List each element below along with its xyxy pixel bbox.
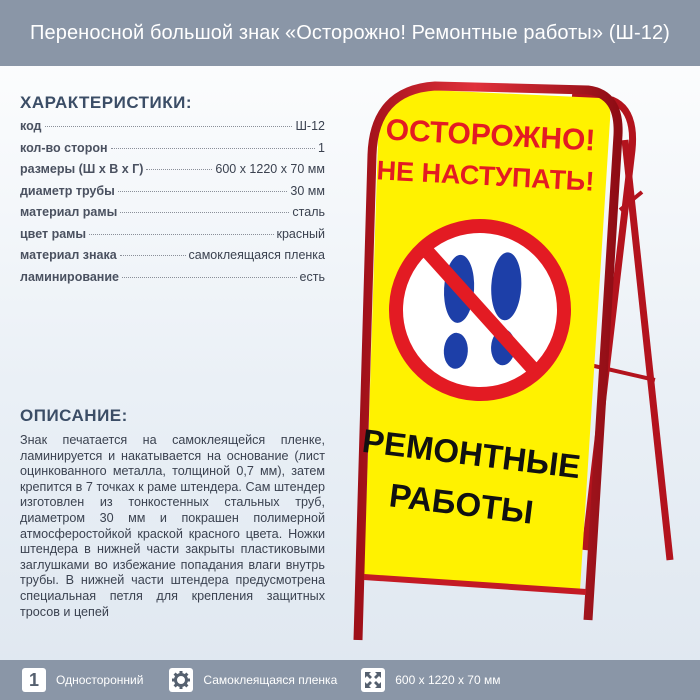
specs-heading: ХАРАКТЕРИСТИКИ:: [20, 93, 193, 112]
spec-value: есть: [299, 269, 325, 284]
description-heading: ОПИСАНИЕ:: [20, 406, 128, 425]
spec-value: сталь: [292, 205, 325, 219]
spec-label: цвет рамы: [20, 226, 87, 241]
spec-row-lamination: [20, 270, 325, 292]
specs-list: [20, 119, 325, 291]
feature-label: Самоклеящаяся пленка: [203, 673, 338, 687]
feature-label: Односторонний: [56, 673, 144, 687]
sign-do-not-step-text: НЕ НАСТУПАТЬ!: [375, 155, 596, 197]
title-bar: [0, 0, 700, 66]
spec-row-code: [20, 119, 325, 141]
spec-value: Ш-12: [295, 119, 325, 133]
spec-label: кол-во сторон: [20, 140, 108, 155]
page-title: Переносной большой знак «Осторожно! Ремонтные работы» (Ш-12): [30, 21, 670, 44]
spec-row-frame-color: [20, 227, 325, 249]
feature-one-sided: [22, 668, 143, 692]
sign-product-image: [350, 80, 690, 660]
spec-value: 1: [318, 140, 325, 155]
sign-repair-text: РЕМОНТНЫЕ: [360, 421, 583, 486]
gear-icon: [169, 668, 193, 692]
spec-row-frame-material: [20, 205, 325, 227]
spec-label: материал рамы: [20, 205, 118, 219]
spec-label: размеры (Ш х В х Г): [20, 162, 144, 176]
description-text: Знак печатается на самоклеящейся пленке, ламинируется и накатывается на основание (лист оцинкованного металла, толщиной 0,7 мм), затем крепится в 7 точках к раме штендера. Сам штендер изготовлен из тонкостенных стальных труб, диаметром 30 мм и покрашен полимерной атмосферостойкой краской красного цвета. Ножки штендера в нижней части закрыты пластиковыми заглушками во избежание попадания влаги внутрь трубы. В нижней части штендера предусмотрена специальная петля для крепления защитных тросов и цепей: [20, 433, 325, 619]
spec-value: 600 х 1220 х 70 мм: [215, 162, 325, 176]
feature-film: [169, 668, 337, 692]
spec-row-sides: [20, 141, 325, 163]
number-one-icon: 1: [22, 668, 46, 692]
spec-label: материал знака: [20, 248, 117, 262]
feature-label: 600 х 1220 х 70 мм: [395, 673, 501, 687]
sign-caution-text: ОСТОРОЖНО!: [384, 113, 597, 158]
spec-value: красный: [276, 226, 325, 241]
spec-value: самоклеящаяся пленка: [188, 248, 325, 262]
spec-label: код: [20, 119, 42, 133]
features-bar: [0, 660, 700, 700]
spec-row-sign-material: [20, 248, 325, 270]
spec-value: 30 мм: [290, 183, 325, 198]
feature-size: [361, 668, 500, 692]
sign-works-text: РАБОТЫ: [387, 476, 536, 531]
spec-row-tube: [20, 184, 325, 206]
spec-row-dimensions: [20, 162, 325, 184]
resize-arrows-icon: [361, 668, 385, 692]
spec-label: диаметр трубы: [20, 183, 115, 198]
spec-label: ламинирование: [20, 269, 119, 284]
